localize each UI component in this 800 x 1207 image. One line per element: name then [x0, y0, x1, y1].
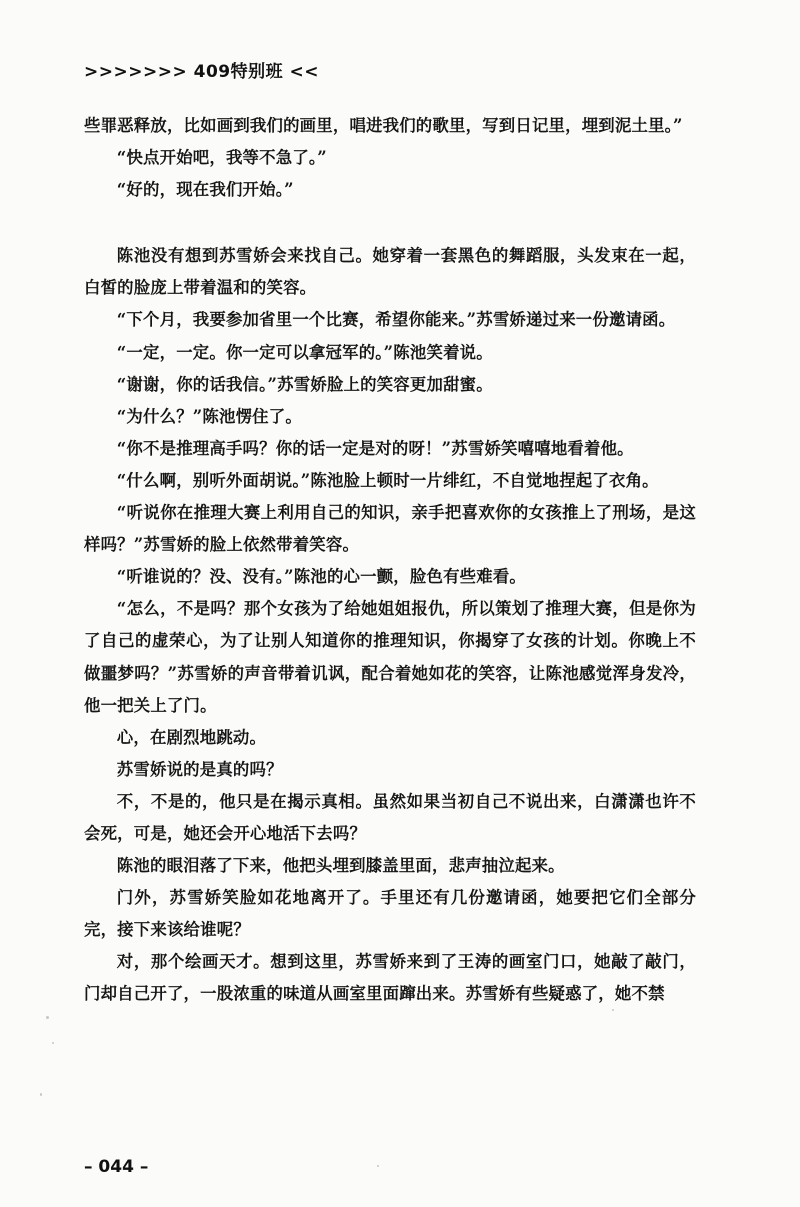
page-number: – 044 –	[84, 1157, 149, 1177]
paragraph-18: 门外，苏雪娇笑脸如花地离开了。手里还有几份邀请函，她要把它们全部分完，接下来该给谁呢？	[84, 888, 696, 940]
paragraph-8: “为什么？”陈池愣住了。	[116, 406, 302, 426]
paragraph-17: 陈池的眼泪落了下来，他把头埋到膝盖里面，悲声抽泣起来。	[116, 856, 565, 876]
paragraph-7: “谢谢，你的话我信。”苏雪娇脸上的笑容更加甜蜜。	[116, 374, 493, 394]
paragraph-5: “下个月，我要参加省里一个比赛，希望你能来。”苏雪娇递过来一份邀请函。	[116, 310, 676, 330]
paragraph-19: 对，那个绘画天才。想到这里，苏雪娇来到了王涛的画室门口，她敲了敲门，门却自己开了，一股浓重的味道从画室里面蹿出来。苏雪娇有些疑惑了，她不禁	[84, 952, 696, 1004]
paragraph-16: 不，不是的，他只是在揭示真相。虽然如果当初自己不说出来，白潇潇也许不会死，可是，她还会开心地活下去吗？	[84, 791, 696, 843]
paragraph-9: “你不是推理高手吗？你的话一定是对的呀！”苏雪娇笑嘻嘻地看着他。	[116, 438, 634, 458]
paragraph-3: “好的，现在我们开始。”	[116, 180, 294, 200]
paragraph-6: “一定，一定。你一定可以拿冠军的。”陈池笑着说。	[116, 342, 493, 362]
paragraph-14: 心，在剧烈地跳动。	[116, 727, 267, 747]
paragraph-10: “什么啊，别听外面胡说。”陈池脸上顿时一片绯红，不自觉地捏起了衣角。	[116, 470, 659, 490]
scan-speck	[40, 1093, 42, 1096]
paragraph-1: 些罪恶释放，比如画到我们的画里，唱进我们的歌里，写到日记里，埋到泥土里。”	[84, 116, 683, 135]
scan-speck	[612, 1009, 614, 1011]
scan-speck	[46, 1016, 49, 1019]
paragraph-13: “怎么，不是吗？那个女孩为了给她姐姐报仇，所以策划了推理大赛，但是你为了自己的虚荣心，为了让别人知道你的推理知识，你揭穿了女孩的计划。你晚上不做噩梦吗？”苏雪娇的声音带着讥讽，配合着她如花的笑容，让陈池感觉浑身发冷，他一把关上了门。	[84, 599, 696, 715]
paragraph-11: “听说你在推理大赛上利用自己的知识，亲手把喜欢你的女孩推上了刑场，是这样吗？”苏雪娇的脸上依然带着笑容。	[84, 503, 696, 555]
paragraph-12: “听谁说的？没、没有。”陈池的心一颤，脸色有些难看。	[116, 567, 527, 587]
paragraph-2: “快点开始吧，我等不急了。”	[116, 148, 327, 168]
body-text	[84, 110, 696, 1011]
paragraph-4: 陈池没有想到苏雪娇会来找自己。她穿着一套黑色的舞蹈服，头发束在一起，白皙的脸庞上带着温和的笑容。	[84, 246, 696, 298]
running-header: >>>>>>> 409特别班 <<	[84, 62, 320, 82]
scan-speck	[52, 1042, 54, 1044]
scan-speck	[377, 1165, 379, 1167]
paragraph-15: 苏雪娇说的是真的吗？	[116, 759, 283, 779]
